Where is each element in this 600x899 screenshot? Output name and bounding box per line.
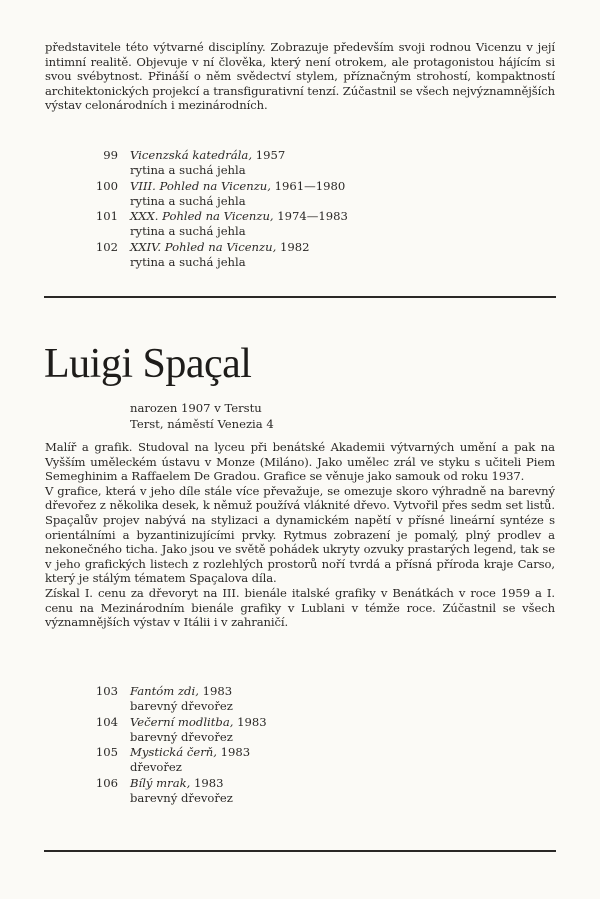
entry-title: Večerní modlitba, bbox=[130, 714, 234, 729]
entry-year: 1983 bbox=[194, 775, 224, 790]
address: Terst, náměstí Venezia 4 bbox=[130, 417, 274, 431]
entry-technique: dřevořez bbox=[130, 760, 182, 775]
artist-bio-header bbox=[130, 400, 274, 432]
catalogue-entry bbox=[90, 240, 490, 271]
entry-year: 1983 bbox=[237, 714, 267, 729]
artist-name: Luigi Spaçal bbox=[44, 341, 252, 387]
entry-year: 1982 bbox=[279, 239, 310, 254]
entry-number: 100 bbox=[95, 178, 118, 193]
entry-number: 103 bbox=[95, 684, 118, 698]
entry-number: 101 bbox=[95, 209, 118, 224]
catalogue-entry bbox=[90, 148, 490, 179]
catalogue-entry bbox=[90, 209, 490, 240]
entry-year: 1957 bbox=[255, 148, 286, 162]
entry-technique: rytina a suchá jehla bbox=[130, 193, 246, 208]
entry-title: Bílý mrak, bbox=[130, 775, 191, 790]
entry-technique: rytina a suchá jehla bbox=[130, 224, 246, 239]
catalogue-entry bbox=[90, 684, 490, 715]
entry-number: 102 bbox=[95, 239, 118, 254]
bio-text bbox=[45, 440, 555, 630]
intro-paragraph: představitele této výtvarné disciplíny. Zobrazuje především svoji rodnou Vicenzu v její intimní realitě. Objevuje v ní člověka, který není otrokem, ale protagonistou hájícím si svou svébytnost. Přináší o něm svědectví stylem, příznačným strohostí, kompaktností architektonických projekcí a transfigurativní tenzí. Zúčastnil se všech nejvýznamnějších výstav celonárodních i mezinárodních. bbox=[45, 40, 555, 113]
entry-title: Fantóm zdi, bbox=[130, 684, 199, 698]
bio-paragraph: Získal I. cenu za dřevoryt na III. bienále italské grafiky v Benátkách v roce 1959 a I. cenu na Mezinárodním bienále grafiky v Lublani v témže roce. Zúčastnil se všech významnějších výstav v Itálii i v zahraničí. bbox=[45, 585, 555, 630]
entry-title: XXX. Pohled na Vicenzu, bbox=[130, 209, 274, 224]
entry-title: XXIV. Pohled na Vicenzu, bbox=[130, 239, 277, 254]
entry-technique: rytina a suchá jehla bbox=[130, 255, 246, 270]
entry-title: Vicenzská katedrála, bbox=[130, 148, 253, 162]
section-divider bbox=[44, 296, 556, 298]
catalogue-list-top bbox=[90, 148, 490, 270]
entry-year: 1983 bbox=[220, 745, 251, 760]
entry-year: 1974—1983 bbox=[277, 209, 348, 224]
bio-paragraph: V grafice, která v jeho díle stále více převažuje, se omezuje skoro výhradně na barevný dřevořez z několika desek, k němuž používá vláknité dřevo. Vytvořil přes sedm set listů. Spaçalův projev nabývá na stylizaci a dynamickém napětí v přísné lineární syntéze s orientálními a byzantinizujícími prvky. Rytmus zobrazení je pomalý, plný prodlev a nekonečného ticha. Jako jsou ve světě pohádek ukryty ozvuky prastarých legend, tak se v jeho grafických listech z rozlehlých prostorů noří tvrdá a přísná příroda kraje Carso, který je stálým tématem Spaçalova díla. bbox=[45, 483, 555, 586]
catalogue-entry bbox=[90, 179, 490, 210]
entry-number: 106 bbox=[95, 775, 118, 790]
catalogue-entry bbox=[90, 715, 490, 746]
entry-number: 104 bbox=[95, 714, 118, 729]
entry-year: 1983 bbox=[202, 684, 233, 698]
entry-technique: barevný dřevořez bbox=[130, 729, 233, 744]
catalogue-entry bbox=[90, 745, 490, 776]
bio-paragraph: Malíř a grafik. Studoval na lyceu při benátské Akademii výtvarných umění a pak na Vyšším uměleckém ústavu v Monze (Miláno). Jako umělec zrál ve styku s učiteli Piem Semeghinim a Raffaelem De Gradou. Grafice se věnuje jako samouk od roku 1937. bbox=[45, 440, 555, 484]
section-divider bbox=[44, 850, 556, 852]
entry-technique: barevný dřevořez bbox=[130, 791, 233, 806]
entry-number: 105 bbox=[95, 745, 118, 760]
entry-technique: rytina a suchá jehla bbox=[130, 163, 246, 178]
entry-year: 1961—1980 bbox=[274, 178, 346, 193]
entry-number: 99 bbox=[103, 148, 118, 162]
entry-title: Mystická čerň, bbox=[130, 745, 217, 760]
birth-info: narozen 1907 v Terstu bbox=[130, 401, 262, 415]
entry-title: VIII. Pohled na Vicenzu, bbox=[130, 178, 271, 193]
entry-technique: barevný dřevořez bbox=[130, 699, 233, 714]
catalogue-list-bottom bbox=[90, 684, 490, 806]
catalogue-entry bbox=[90, 776, 490, 807]
